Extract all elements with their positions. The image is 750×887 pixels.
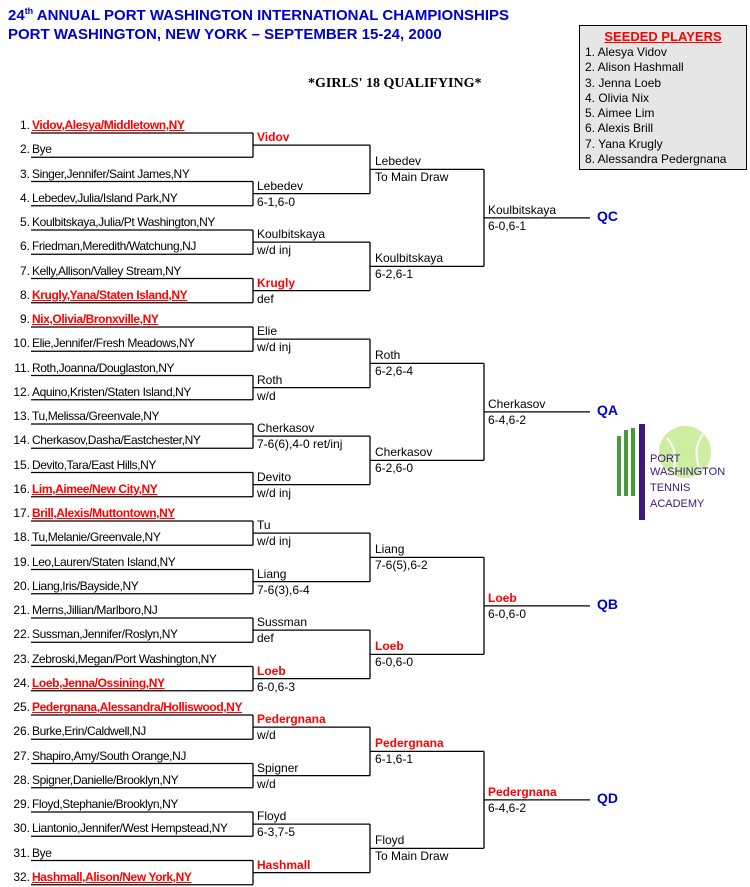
seeded-players-title: SEEDED PLAYERS: [604, 29, 722, 44]
player-entry: Merns,Jillian/Marlboro,NJ: [32, 603, 158, 617]
player-entry: Leo,Lauren/Staten Island,NY: [32, 554, 176, 569]
draw-position-number: 11.: [14, 360, 30, 375]
round2-winner: Roth: [375, 348, 401, 363]
player-entry: Elie,Jennifer/Fresh Meadows,NY: [32, 336, 195, 351]
round1-winner: Koulbitskaya: [257, 227, 326, 242]
round1-winner: Liang: [257, 566, 287, 581]
round1-score: def: [257, 291, 274, 306]
qualifier-slot-label: QD: [597, 789, 618, 806]
round1-winner: Tu: [257, 518, 271, 533]
qualifier-winner: Loeb: [488, 590, 517, 605]
draw-position-number: 5.: [19, 215, 30, 229]
draw-position-number: 32.: [13, 869, 30, 884]
logo-stripe: [617, 436, 621, 496]
round2-score: To Main Draw: [375, 849, 449, 864]
player-entry: Brill,Alexis/Muttontown,NY: [32, 506, 175, 520]
draw-position-number: 13.: [13, 409, 30, 423]
title-ordinal-suffix: th: [24, 6, 34, 16]
draw-position-number: 24.: [13, 675, 30, 690]
round3-score: 6-4,6-2: [488, 412, 527, 427]
round2-score: 6-0,6-0: [375, 655, 414, 670]
round2-score: 6-2,6-1: [375, 267, 414, 282]
draw-position-number: 1.: [19, 118, 30, 132]
player-entry: Friedman,Meredith/Watchung,NJ: [32, 239, 197, 254]
round1-score: 7-6(6),4-0 ret/inj: [257, 437, 343, 452]
round1-winner: Krugly: [257, 275, 296, 290]
player-entry: Tu,Melissa/Greenvale,NY: [32, 409, 160, 423]
player-entry: Liang,Iris/Bayside,NY: [32, 578, 139, 593]
qualifier-slot-label: QB: [597, 595, 618, 612]
round2-winner: Koulbitskaya: [375, 251, 444, 266]
round1-winner: Cherkasov: [257, 421, 315, 436]
logo-stripe: [624, 430, 628, 496]
draw-position-number: 6.: [19, 239, 30, 254]
draw-position-number: 28.: [13, 772, 30, 787]
round2-winner: Cherkasov: [375, 445, 433, 460]
round1-score: w/d inj: [257, 534, 292, 549]
player-entry: Koulbitskaya,Julia/Pt Washington,NY: [32, 215, 215, 229]
round2-score: 6-2,6-4: [375, 364, 414, 379]
draw-position-number: 4.: [19, 190, 30, 205]
round1-score: w/d: [257, 776, 276, 791]
player-entry: Vidov,Alesya/Middletown,NY: [32, 118, 185, 132]
logo-stripe: [639, 424, 645, 520]
round1-winner: Loeb: [257, 663, 286, 678]
draw-position-number: 27.: [13, 748, 30, 763]
draw-position-number: 7.: [19, 263, 30, 278]
round2-winner: Loeb: [375, 639, 404, 654]
draw-position-number: 31.: [13, 845, 30, 860]
round1-winner: Roth: [257, 372, 283, 387]
draw-name: *GIRLS' 18 QUALIFYING*: [308, 76, 482, 91]
logo-stripe: [631, 428, 635, 496]
round2-winner: Pedergnana: [375, 736, 444, 751]
draw-position-number: 30.: [13, 821, 30, 836]
seed-item: 6. Alexis Brill: [585, 121, 654, 136]
round1-score: w/d: [257, 728, 276, 743]
round1-winner: Devito: [257, 469, 292, 484]
round1-score: w/d: [257, 388, 276, 403]
round2-winner: Lebedev: [375, 154, 422, 169]
round1-score: 6-1,6-0: [257, 194, 296, 209]
qualifier-slot-label: QA: [597, 401, 618, 418]
round1-winner: Sussman: [257, 615, 308, 630]
round1-score: 6-0,6-3: [257, 679, 296, 694]
player-entry: Lebedev,Julia/Island Park,NY: [32, 190, 178, 205]
round2-winner: Liang: [375, 542, 405, 557]
player-entry: Devito,Tara/East Hills,NY: [32, 457, 157, 472]
player-entry: Burke,Erin/Caldwell,NJ: [32, 724, 146, 739]
player-entry: Cherkasov,Dasha/Eastchester,NY: [32, 433, 201, 448]
draw-position-number: 12.: [13, 384, 30, 399]
round3-score: 6-0,6-0: [488, 606, 527, 621]
round1-winner: Vidov: [257, 130, 290, 145]
draw-position-number: 22.: [13, 627, 30, 642]
seed-item: 8. Alessandra Pedergnana: [585, 152, 727, 167]
round1-score: 7-6(3),6-4: [257, 582, 310, 597]
seed-item: 5. Aimee Lim: [585, 106, 655, 121]
round1-winner: Floyd: [257, 809, 287, 824]
player-entry: Spigner,Danielle/Brooklyn,NY: [32, 772, 179, 787]
player-entry: Lim,Aimee/New City,NY: [32, 481, 158, 496]
round1-score: w/d inj: [257, 485, 292, 500]
player-entry: Pedergnana,Alessandra/Holliswood,NY: [32, 700, 243, 714]
draw-position-number: 17.: [13, 506, 30, 520]
seed-item: 3. Jenna Loeb: [585, 75, 662, 90]
title-number: 24: [8, 7, 25, 24]
player-entry: Nix,Olivia/Bronxville,NY: [32, 312, 159, 326]
qualifier-slot-label: QC: [597, 207, 618, 224]
round1-winner: Pedergnana: [257, 712, 326, 727]
player-entry: Tu,Melanie/Greenvale,NY: [32, 530, 161, 545]
draw-position-number: 16.: [13, 481, 30, 496]
round3-score: 6-0,6-1: [488, 218, 527, 233]
player-entry: Singer,Jennifer/Saint James,NY: [32, 166, 190, 181]
draw-position-number: 29.: [13, 797, 30, 811]
player-entry: Aquino,Kristen/Staten Island,NY: [32, 384, 192, 399]
draw-position-number: 25.: [13, 700, 30, 714]
page-subtitle-location-date: PORT WASHINGTON, NEW YORK – SEPTEMBER 15-24, 2000: [8, 26, 442, 43]
logo-text-line: ACADEMY: [650, 498, 705, 510]
player-entry: Bye: [32, 142, 52, 157]
round1-score: w/d inj: [257, 340, 292, 355]
round1-winner: Elie: [257, 324, 278, 339]
seed-item: 4. Olivia Nix: [585, 90, 650, 105]
player-entry: Krugly,Yana/Staten Island,NY: [32, 287, 188, 302]
logo-text-line: PORT: [650, 453, 681, 465]
player-entry: Loeb,Jenna/Ossining,NY: [32, 675, 165, 690]
title-text: ANNUAL PORT WASHINGTON INTERNATIONAL CHAMPIONSHIPS: [33, 7, 510, 24]
draw-position-number: 10.: [13, 336, 30, 351]
player-entry: Shapiro,Amy/South Orange,NJ: [32, 748, 186, 763]
round1-score: def: [257, 631, 274, 646]
player-entry: Zebroski,Megan/Port Washington,NY: [32, 651, 217, 666]
round1-winner: Lebedev: [257, 178, 304, 193]
player-entry: Bye: [32, 845, 52, 860]
port-washington-tennis-academy-logo: [615, 424, 726, 524]
logo-text-line: TENNIS: [650, 482, 691, 494]
seed-item: 1. Alesya Vidov: [585, 45, 667, 59]
draw-position-number: 9.: [19, 312, 30, 326]
draw-position-number: 21.: [13, 603, 30, 617]
seed-item: 2. Alison Hashmall: [585, 60, 684, 75]
qualifier-winner: Pedergnana: [488, 784, 557, 799]
round2-score: 7-6(5),6-2: [375, 558, 428, 573]
player-entry: Roth,Joanna/Douglaston,NY: [32, 360, 175, 375]
draw-position-number: 15.: [13, 457, 30, 472]
round2-score: 6-1,6-1: [375, 752, 414, 767]
player-entry: Hashmall,Alison/New York,NY: [32, 869, 192, 884]
round1-score: 6-3,7-5: [257, 825, 296, 840]
seed-item: 7. Yana Krugly: [585, 136, 663, 151]
draw-position-number: 23.: [13, 651, 30, 666]
player-entry: Liantonio,Jennifer/West Hempstead,NY: [32, 821, 228, 836]
draw-position-number: 20.: [13, 578, 30, 593]
draw-position-number: 2.: [19, 142, 30, 157]
logo-text-line: WASHINGTON: [650, 466, 726, 478]
round2-score: 6-2,6-0: [375, 461, 414, 476]
round1-winner: Hashmall: [257, 857, 311, 872]
draw-position-number: 19.: [13, 554, 30, 569]
qualifier-winner: Koulbitskaya: [488, 202, 557, 217]
draw-position-number: 14.: [13, 433, 30, 448]
draw-position-number: 26.: [13, 724, 30, 739]
draw-position-number: 8.: [19, 287, 30, 302]
round1-winner: Spigner: [257, 760, 299, 775]
draw-position-number: 3.: [19, 166, 30, 181]
round1-score: w/d inj: [257, 243, 292, 258]
player-entry: Floyd,Stephanie/Brooklyn,NY: [32, 797, 178, 811]
player-entry: Kelly,Allison/Valley Stream,NY: [32, 263, 181, 278]
round3-score: 6-4,6-2: [488, 800, 527, 815]
player-entry: Sussman,Jennifer/Roslyn,NY: [32, 627, 178, 642]
draw-position-number: 18.: [13, 530, 30, 545]
qualifier-winner: Cherkasov: [488, 396, 546, 411]
round2-score: To Main Draw: [375, 170, 449, 185]
round2-winner: Floyd: [375, 833, 405, 848]
